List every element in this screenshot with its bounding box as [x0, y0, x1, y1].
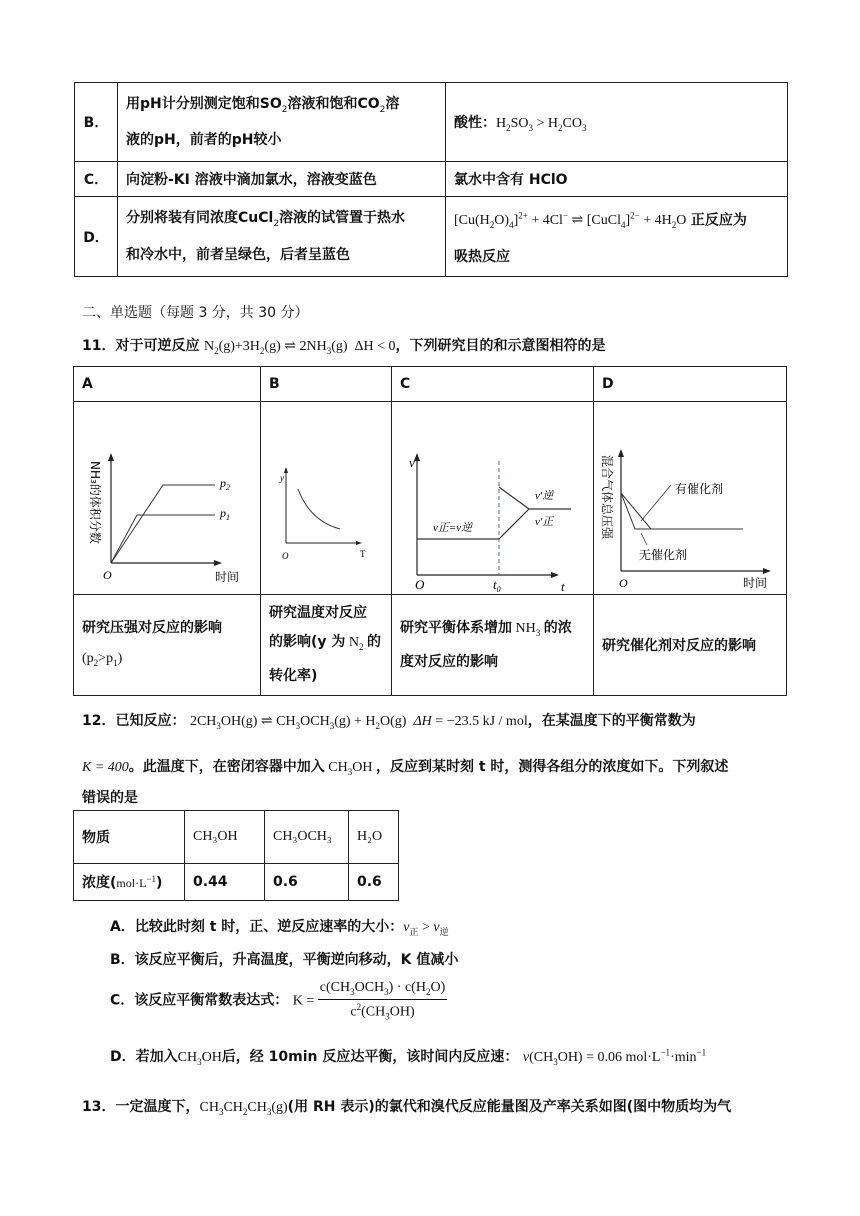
row-label-b: B．	[75, 83, 118, 162]
purpose-a: 研究压强对反应的影响 $(p_2>p_1)$	[74, 595, 261, 696]
q11-header-b: B	[261, 367, 392, 402]
q11-equation: $N_2(g)+3H_2(g)$ ⇌ $2NH_3(g) \Delta H < 0$	[203, 339, 396, 356]
graph-c-v-rev: v′逆	[535, 490, 554, 502]
graph-d-with-catalyst: 有催化剂	[675, 482, 724, 496]
q11-header-d: D	[594, 367, 787, 402]
q12-table-header-ch3oh: CH₃OH	[185, 811, 265, 864]
row-label-c: C．	[75, 162, 118, 197]
row-b-description: 用pH计分别测定饱和$SO_2$溶液和饱和$CO_2$溶 液的pH，前者的pH较小	[118, 83, 446, 162]
q12-table-row-label: 浓度$(mol\cdot L^{-1})$	[74, 864, 185, 901]
graph-d-xlabel: 时间	[743, 576, 768, 590]
graph-b-origin: O	[282, 551, 289, 561]
graph-a-p1: $p_1$	[220, 506, 230, 522]
graph-d	[594, 402, 787, 595]
purpose-c: 研究平衡体系增加 $NH_3$ 的浓 度对反应的影响	[392, 595, 594, 696]
purpose-b: 研究温度对反应 的影响(y 为 $N_2$ 的 转化率)	[261, 595, 392, 696]
q12-table-header-h2o: H₂O	[349, 811, 399, 864]
q12-table-ch3och3-conc: 0.6	[265, 864, 349, 901]
q12-option-d: D．若加入$CH_3OH$后，经 10min 反应达平衡，该时间内反应速： $v(CH_3OH) = 0.06$ $mol\cdot L^{-1}\cdot\min^{-1}$	[110, 1047, 707, 1067]
q12-table-ch3oh-conc: 0.44	[185, 864, 265, 901]
q12-stem-line3: 错误的是	[82, 790, 138, 806]
graph-b-ylabel: y	[280, 473, 284, 483]
graph-c	[392, 402, 594, 595]
graph-a-p2: $p_2$	[220, 476, 230, 492]
q12-option-a: A．比较此时刻 t 时，正、逆反应速率的大小：$v_正 > v_逆$	[110, 919, 449, 937]
graph-c-origin: O	[415, 577, 425, 592]
graph-c-t0: $t_0$	[493, 577, 501, 593]
graph-c-v-fwd: v′正	[535, 516, 554, 528]
graph-a-xlabel: 时间	[215, 570, 240, 584]
graph-c-equal: v正=v逆	[433, 522, 473, 534]
graph-c-xlabel: t	[561, 579, 565, 593]
q12-option-c: C．该反应平衡常数表达式： K = $\frac{c(CH_3OCH_3) \cdot c(H_2O)}{c^2(CH_3OH)}$	[110, 980, 446, 1022]
q12-stem-line1: 12．已知反应： $2CH_3OH(g)$ ⇌ $CH_3OCH_3(g) + H_2O(g) \Delta H = -23.5$ kJ / mol，在某温度下的平衡常数为	[82, 713, 696, 731]
row-c-conclusion: 氯水中含有 HClO	[446, 162, 788, 197]
row-d-description: 分别将装有同浓度CuCl$_2$溶液的试管置于热水 和冷水中，前者呈绿色，后者呈蓝色	[118, 197, 446, 277]
row-label-d: D．	[75, 197, 118, 277]
row-b-conclusion: 酸性：$H_2SO_3 > H_2CO_3$	[446, 83, 788, 162]
row-c-description: 向淀粉-KI 溶液中滴加氯水，溶液变蓝色	[118, 162, 446, 197]
q12-equation: $2CH_3OH(g)$ ⇌ $CH_3OCH_3(g) + H_2O(g) \Delta H = -23.5$ kJ / mol	[189, 714, 528, 731]
graph-a-origin: O	[103, 568, 112, 582]
q12-option-b: B．该反应平衡后，升高温度，平衡逆向移动，K 值减小	[110, 952, 459, 968]
q12-table-header-ch3och3: CH₃OCH₃	[265, 811, 349, 864]
graph-c-ylabel: v	[409, 455, 415, 470]
q11-header-c: C	[392, 367, 594, 402]
section-heading: 二、单选题（每题 3 分，共 30 分）	[82, 305, 309, 321]
q12-table-header-substance: 物质	[74, 811, 185, 864]
graph-a	[74, 402, 261, 595]
q11-stem: 11．对于可逆反应 $N_2(g)+3H_2(g)$ ⇌ $2NH_3(g) \Delta H < 0$，下列研究目的和示意图相符的是	[82, 338, 606, 356]
purpose-d: 研究催化剂对反应的影响	[594, 595, 787, 696]
row-d-conclusion: $[Cu(H_2O)_4]^{2+} + 4Cl^-$ ⇌ [CuCl$_4$]$^{2-}$ + $4H_2O$ 正反应为 吸热反应	[446, 197, 788, 277]
experiment-table	[74, 82, 788, 277]
graph-d-origin: O	[619, 576, 628, 590]
q13-stem: 13．一定温度下，$CH_3CH_2CH_3(g)$(用 RH 表示)的氯代和溴代反应能量图及产率关系如图(图中物质均为气	[82, 1099, 732, 1117]
q12-stem-line2: K = 400。此温度下，在密闭容器中加入 $CH_3OH$ ，反应到某时刻 t 时，测得各组分的浓度如下。下列叙述	[82, 759, 729, 777]
q12-table-h2o-conc: 0.6	[349, 864, 399, 901]
complex-equation: $[Cu(H_2O)_4]^{2+} + 4Cl^-$ ⇌ [CuCl$_4$]$^{2-}$ + $4H_2O$	[454, 210, 687, 231]
graph-a-ylabel: NH₃的体积分数	[88, 461, 102, 544]
graph-d-no-catalyst: 无催化剂	[639, 548, 688, 562]
q12-concentration-table	[73, 810, 399, 901]
graph-b-xlabel: T	[360, 549, 366, 559]
graph-d-ylabel: 混合气体总压强	[600, 455, 614, 540]
q11-options-table	[73, 366, 787, 696]
graph-b	[261, 402, 392, 595]
q11-header-a: A	[74, 367, 261, 402]
equilibrium-constant-fraction: $\frac{c(CH_3OCH_3) \cdot c(H_2O)}{c^2(CH_3OH)}$	[319, 980, 446, 1022]
